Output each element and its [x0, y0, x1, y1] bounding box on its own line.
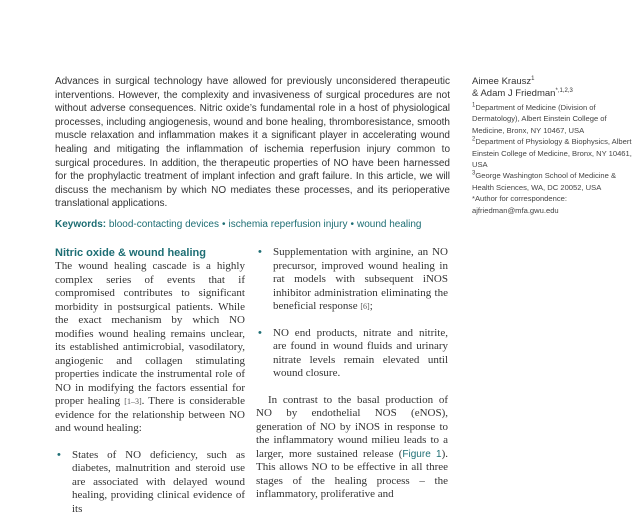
- keywords-label: Keywords:: [55, 219, 106, 230]
- keyword-item[interactable]: blood-contacting devices: [109, 219, 219, 230]
- affiliations: [472, 102, 637, 216]
- bullet-item: • Supplementation with arginine, an NO precursor, improved wound healing in rat models with subsequent iNOS inhibitor administration eliminating the beneficial response [6];: [256, 246, 448, 314]
- keyword-item[interactable]: wound healing: [357, 219, 422, 230]
- affiliation-1: $^1$Department of Medicine (Division of Dermatology), Albert Einstein College of Medicine, Bronx, NY 10467, USA: [472, 102, 637, 136]
- author-2: & Adam J Friedman$^{*,1,2,3}$: [472, 88, 637, 100]
- bullet-item: • NO end products, nitrate and nitrite, are found in wound fluids and urinary nitrate levels remain elevated until wound closure.: [256, 327, 448, 381]
- bullet-marker: •: [57, 449, 61, 463]
- keywords: [55, 218, 455, 231]
- body-column-right: [256, 246, 448, 502]
- affiliation-2: $^2$Department of Physiology & Biophysics, Albert Einstein College of Medicine, Bronx, NY 10461, USA: [472, 136, 637, 170]
- author-1: Aimee Krausz$^1$: [472, 76, 637, 88]
- citation[interactable]: [1–3]: [124, 397, 141, 406]
- correspondence-label: *Author for correspondence:: [472, 193, 637, 204]
- section-heading: Nitric oxide & wound healing: [55, 246, 245, 260]
- body-column-left: [55, 246, 245, 516]
- bullet-marker: •: [258, 246, 262, 260]
- keyword-separator: •: [347, 219, 357, 230]
- correspondence-email[interactable]: ajfriedman@mfa.gwu.edu: [472, 205, 637, 216]
- affiliation-3: $^3$George Washington School of Medicine & Health Sciences, WA, DC 20052, USA: [472, 170, 637, 193]
- abstract: Advances in surgical technology have allowed for previously unconsidered therapeutic interventions. However, the complexity and invasiveness of surgical procedures are not without adverse consequences. Nitric oxide’s fundamental role in a host of physiological processes, including angiogenesis, wound and bone healing, thromboresistance, smooth muscle relaxation and inflammation makes it a significant player in accelerating wound healing and mitigating the inflammation of ischemia reperfusion injury common to surgical procedures. In addition, the therapeutic properties of NO have been harnessed for the prophylactic treatment of implant infection and graft failure. In this article, we will discuss the mechanism by which NO mediates these processes, and its perioperative translational applications.: [55, 75, 450, 211]
- bullet-marker: •: [258, 327, 262, 341]
- bullet-item: • States of NO deficiency, such as diabetes, malnutrition and steroid use are associated with delayed wound healing, providing clinical evidence of its: [55, 449, 245, 516]
- body-paragraph: In contrast to the basal production of NO by endothelial NOS (eNOS), generation of NO by iNOS in response to the inflammatory wound milieu leads to a larger, more sustained release (Figure 1). This allows NO to be effective in all three stages of the healing process – the inflammatory, proliferative and: [256, 394, 448, 502]
- keyword-separator: •: [219, 219, 229, 230]
- body-paragraph: The wound healing cascade is a highly complex series of events that if compromised contributes to significant morbidity in postsurgical patients. While the exact mechanism by which NO modifies wound healing remains unclear, its established antimicrobial, vasodilatory, angiogenic and collagen stimulating properties indicate the instrumental role of NO in modifying the factors essential for proper healing [1–3]. There is considerable evidence for the relationship between NO and wound healing:: [55, 260, 245, 436]
- figure-reference[interactable]: Figure 1: [402, 449, 441, 460]
- author-block: [472, 76, 637, 216]
- citation[interactable]: [6]: [360, 302, 369, 311]
- keyword-item[interactable]: ischemia reperfusion injury: [229, 219, 348, 230]
